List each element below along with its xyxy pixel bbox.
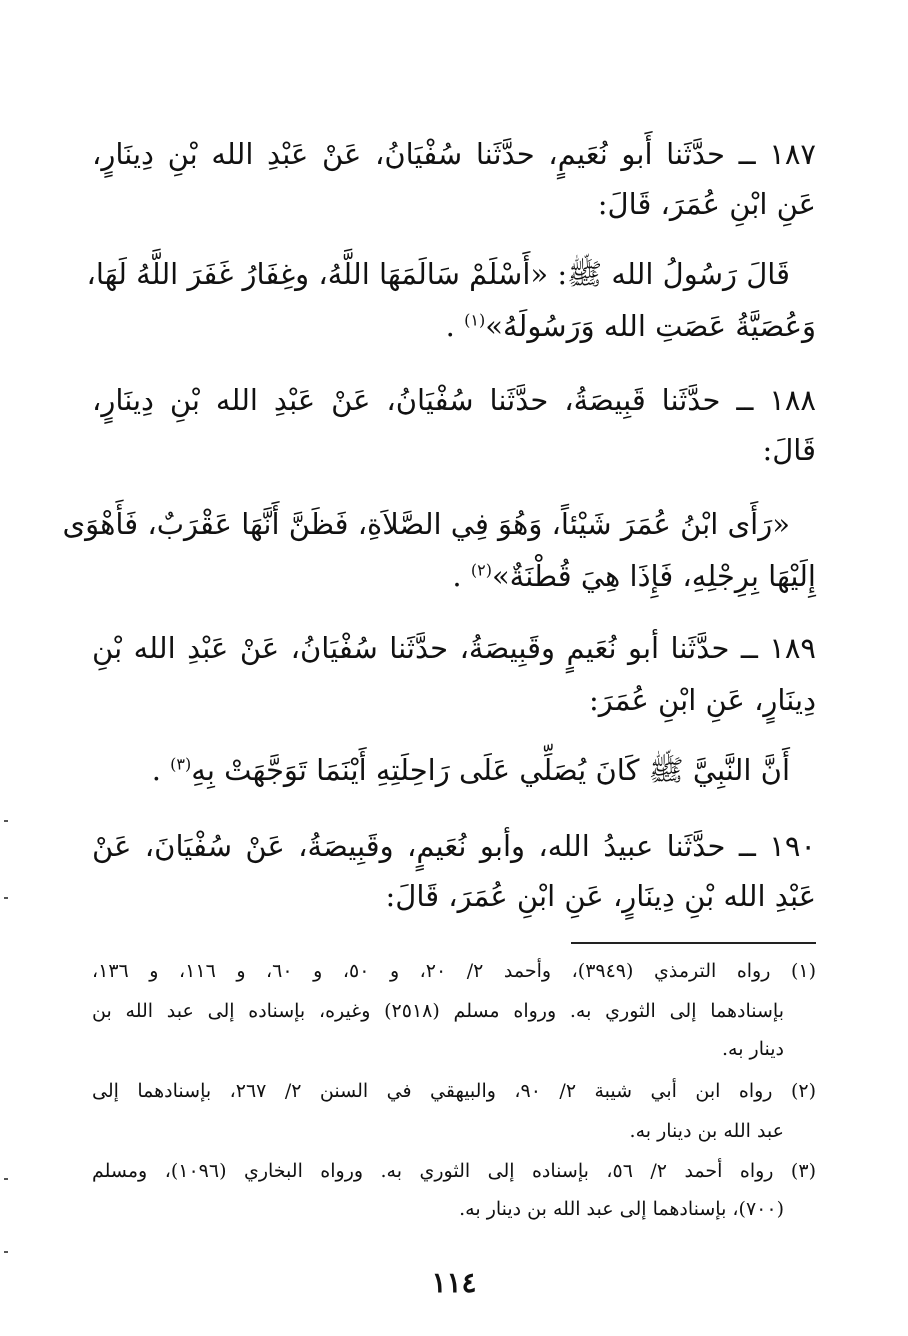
hadith-187-line-1: ١٨٧ ــ حدَّثَنا أَبو نُعَيمٍ، حدَّثَنا سُفْيَانُ، عَنْ عَبْدِ الله بْنِ دِينَارٍ، [92,137,816,171]
hadith-189-line-2: دِينَارٍ، عَنِ ابْنِ عُمَرَ: [588,683,816,717]
hadith-189-line-1: ١٨٩ ــ حدَّثَنا أبو نُعَيمٍ وقَبِيصَةُ، حدَّثَنا سُفْيَانُ، عَنْ عَبْدِ الله بْنِ [92,631,816,665]
hadith-188-line-2: قَالَ: [762,433,816,467]
footnote-1-line-1: (١) رواه الترمذي (٣٩٤٩)، وأحمد ٢/ ٢٠، و ٥٠، و ٦٠، و ١١٦، و ١٣٦، [92,960,816,982]
footnote-3-line-1: (٣) رواه أحمد ٢/ ٥٦، بإسناده إلى الثوري به. ورواه البخاري (١٠٩٦)، ومسلم [92,1160,816,1182]
hadith-188-matn-line-1: «رَأَى ابْنُ عُمَرَ شَيْئاً، وَهُوَ فِي الصَّلاَةِ، فَظَنَّ أَنَّهَا عَقْرَبٌ، فَأَهْوَى [62,507,790,541]
hadith-187-line-2: عَنِ ابْنِ عُمَرَ، قَالَ: [597,187,816,221]
page-number: ١١٤ [431,1266,477,1299]
hadith-187-matn-line-2: وَعُصَيَّةُ عَصَتِ الله وَرَسُولَهُ»$^{(١)}$ . [445,309,816,343]
scan-mark [4,1251,8,1253]
hadith-188-line-1: ١٨٨ ــ حدَّثَنا قَبِيصَةُ، حدَّثَنا سُفْيَانُ، عَنْ عَبْدِ الله بْنِ دِينَارٍ، [92,383,816,417]
footnote-ref-1: (١) [464,310,486,330]
scan-mark [4,820,8,822]
hadith-188-matn-line-2: إِلَيْهَا بِرِجْلِهِ، فَإِذَا هِيَ قُطْنَةٌ»$^{(٢)}$ . [452,559,816,593]
footnote-ref-2: (٢) [470,560,492,580]
footnote-2-line-1: (٢) رواه ابن أبي شيبة ٢/ ٩٠، والبيهقي في السنن ٢/ ٢٦٧، بإسنادهما إلى [92,1080,817,1102]
footnote-separator [571,942,816,944]
footnote-1-line-2: بإسنادهما إلى الثوري به. ورواه مسلم (٢٥١٨) وغيره، بإسناده إلى عبد الله بن [92,1000,784,1022]
hadith-189-matn: أَنَّ النَّبِيَّ ﷺ كَانَ يُصَلِّي عَلَى رَاحِلَتِهِ أَيْنَمَا تَوَجَّهَتْ بِهِ$^{(٣)}$ . [151,753,790,787]
footnote-2-line-2: عبد الله بن دينار به. [629,1120,784,1142]
hadith-190-line-1: ١٩٠ ــ حدَّثَنا عبيدُ الله، وأبو نُعَيمٍ، وقَبِيصَةُ، عَنْ سُفْيَانَ، عَنْ [92,829,816,863]
footnote-1-line-3: دينار به. [721,1038,784,1060]
footnote-ref-3: (٣) [170,754,192,774]
scan-mark [4,897,8,899]
hadith-190-line-2: عَبْدِ الله بْنِ دِينَارٍ، عَنِ ابْنِ عُمَرَ، قَالَ: [385,879,816,913]
hadith-187-matn-line-1: قَالَ رَسُولُ الله ﷺ: «أَسْلَمْ سَالَمَهَا اللَّهُ، وغِفَارُ غَفَرَ اللَّهُ لَهَا، [86,257,790,291]
scan-mark [4,1178,8,1180]
footnote-3-line-2: (٧٠٠)، بإسنادهما إلى عبد الله بن دينار به. [459,1198,784,1220]
